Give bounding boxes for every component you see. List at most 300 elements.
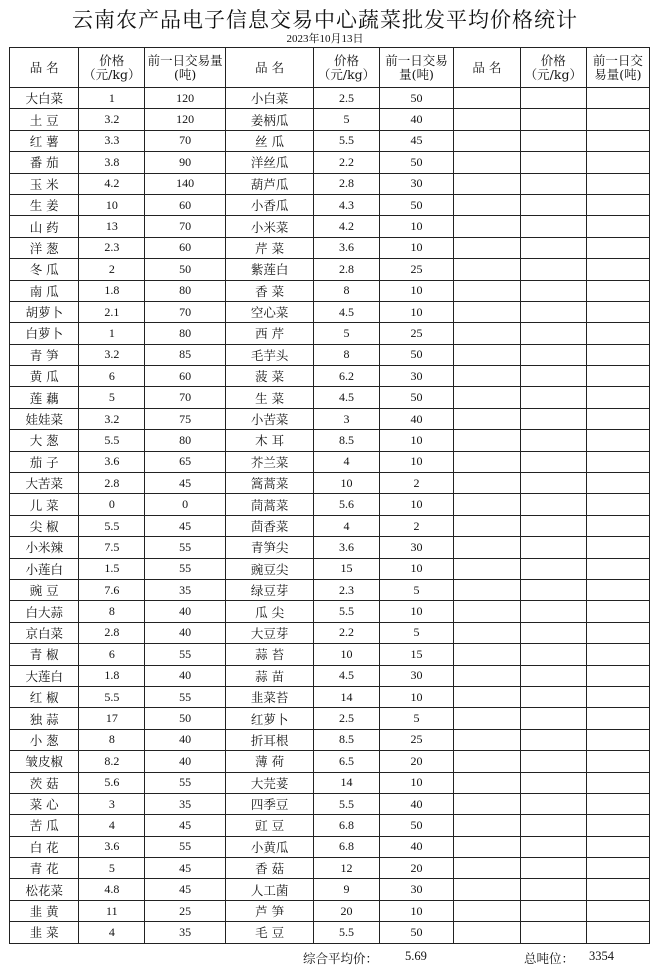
right-name-cell <box>453 216 520 237</box>
total-tonnage-label: 总吨位： <box>524 951 575 966</box>
right-name-cell <box>453 152 520 173</box>
right-name-cell <box>453 836 520 857</box>
table-row <box>10 280 650 301</box>
middle-price-cell: 10 <box>314 644 380 665</box>
middle-price-cell: 5.5 <box>314 922 380 943</box>
right-price-cell <box>520 772 586 793</box>
right-volume-cell <box>586 494 649 515</box>
right-volume-cell <box>586 644 649 665</box>
middle-price-cell: 15 <box>314 558 380 579</box>
middle-volume-cell: 25 <box>379 729 453 750</box>
right-price-cell <box>520 173 586 194</box>
left-name-cell: 尖 椒 <box>10 515 79 536</box>
right-name-cell <box>453 430 520 451</box>
middle-name-cell: 芹 菜 <box>226 237 314 258</box>
right-volume-cell <box>586 922 649 943</box>
middle-volume-cell: 2 <box>379 515 453 536</box>
right-price-cell <box>520 323 586 344</box>
table-row <box>10 515 650 536</box>
left-name-cell: 红 椒 <box>10 686 79 707</box>
right-volume-cell <box>586 900 649 921</box>
middle-price-cell: 12 <box>314 858 380 879</box>
right-name-cell <box>453 815 520 836</box>
table-row <box>10 451 650 472</box>
middle-price-cell: 2.2 <box>314 622 380 643</box>
left-volume-cell: 85 <box>145 344 226 365</box>
left-price-cell: 3.3 <box>79 130 145 151</box>
left-price-cell: 1.8 <box>79 280 145 301</box>
average-price-label: 综合平均价： <box>303 951 379 966</box>
table-row <box>10 922 650 943</box>
right-price-cell <box>520 451 586 472</box>
table-row <box>10 301 650 322</box>
table-row <box>10 793 650 814</box>
right-name-cell <box>453 387 520 408</box>
price-table <box>9 47 650 944</box>
right-name-cell <box>453 858 520 879</box>
left-price-cell: 3.2 <box>79 344 145 365</box>
middle-price-cell: 4.5 <box>314 387 380 408</box>
left-volume-cell: 40 <box>145 601 226 622</box>
left-name-cell: 韭 菜 <box>10 922 79 943</box>
right-price-cell <box>520 729 586 750</box>
left-name-cell: 小米辣 <box>10 537 79 558</box>
left-volume-cell: 70 <box>145 130 226 151</box>
right-name-cell <box>453 729 520 750</box>
middle-volume-cell: 30 <box>379 879 453 900</box>
left-volume-cell: 60 <box>145 366 226 387</box>
right-volume-cell <box>586 473 649 494</box>
table-row <box>10 259 650 280</box>
middle-price-cell: 6.2 <box>314 366 380 387</box>
table-row <box>10 109 650 130</box>
middle-name-cell: 青笋尖 <box>226 537 314 558</box>
left-name-cell: 玉 米 <box>10 173 79 194</box>
middle-name-cell: 大豆芽 <box>226 622 314 643</box>
right-price-cell <box>520 387 586 408</box>
middle-price-cell: 20 <box>314 900 380 921</box>
left-price-cell: 3 <box>79 793 145 814</box>
left-price-cell: 5 <box>79 387 145 408</box>
left-volume-cell: 45 <box>145 815 226 836</box>
middle-volume-cell: 40 <box>379 793 453 814</box>
right-name-cell <box>453 622 520 643</box>
table-row <box>10 772 650 793</box>
middle-name-cell: 韭菜苔 <box>226 686 314 707</box>
right-price-cell <box>520 237 586 258</box>
middle-name-cell: 绿豆芽 <box>226 579 314 600</box>
left-price-cell: 1.5 <box>79 558 145 579</box>
right-name-cell <box>453 558 520 579</box>
right-volume-cell <box>586 152 649 173</box>
table-row <box>10 323 650 344</box>
left-name-cell: 青 笋 <box>10 344 79 365</box>
right-volume-cell <box>586 387 649 408</box>
left-name-cell: 独 蒜 <box>10 708 79 729</box>
right-price-cell <box>520 130 586 151</box>
right-name-cell <box>453 88 520 109</box>
left-price-cell: 5.5 <box>79 430 145 451</box>
right-price-cell <box>520 708 586 729</box>
right-name-cell <box>453 259 520 280</box>
left-name-cell: 大苦菜 <box>10 473 79 494</box>
right-volume-cell <box>586 879 649 900</box>
right-name-cell <box>453 301 520 322</box>
left-name-cell: 京白菜 <box>10 622 79 643</box>
left-volume-cell: 25 <box>145 900 226 921</box>
middle-name-cell: 香 菜 <box>226 280 314 301</box>
table-row <box>10 194 650 215</box>
middle-volume-cell: 2 <box>379 473 453 494</box>
left-price-cell: 2.3 <box>79 237 145 258</box>
middle-volume-cell: 50 <box>379 194 453 215</box>
left-volume-cell: 70 <box>145 301 226 322</box>
left-name-cell: 松花菜 <box>10 879 79 900</box>
right-name-cell <box>453 751 520 772</box>
left-price-cell: 5 <box>79 858 145 879</box>
right-price-cell <box>520 622 586 643</box>
table-row <box>10 152 650 173</box>
right-name-cell <box>453 793 520 814</box>
middle-volume-cell: 10 <box>379 494 453 515</box>
left-name-cell: 皱皮椒 <box>10 751 79 772</box>
right-price-cell <box>520 558 586 579</box>
left-volume-cell: 80 <box>145 323 226 344</box>
right-price-cell <box>520 280 586 301</box>
middle-name-cell: 篙蒿菜 <box>226 473 314 494</box>
left-price-cell: 6 <box>79 644 145 665</box>
middle-volume-cell: 15 <box>379 644 453 665</box>
middle-name-cell: 豇 豆 <box>226 815 314 836</box>
right-name-cell <box>453 408 520 429</box>
left-name-cell: 白萝卜 <box>10 323 79 344</box>
middle-name-cell: 木 耳 <box>226 430 314 451</box>
right-volume-cell <box>586 109 649 130</box>
middle-price-cell: 3.6 <box>314 537 380 558</box>
left-name-cell: 苦 瓜 <box>10 815 79 836</box>
middle-name-cell: 人工菌 <box>226 879 314 900</box>
middle-name-cell: 小白菜 <box>226 88 314 109</box>
left-name-cell: 小莲白 <box>10 558 79 579</box>
right-volume-cell <box>586 537 649 558</box>
right-volume-cell <box>586 237 649 258</box>
middle-volume-cell: 50 <box>379 922 453 943</box>
right-name-cell <box>453 665 520 686</box>
middle-price-cell: 8.5 <box>314 729 380 750</box>
middle-volume-cell: 10 <box>379 216 453 237</box>
right-name-cell <box>453 280 520 301</box>
left-name-cell: 黄 瓜 <box>10 366 79 387</box>
right-volume-cell <box>586 772 649 793</box>
middle-name-cell: 毛芋头 <box>226 344 314 365</box>
right-volume-cell <box>586 366 649 387</box>
right-name-cell <box>453 537 520 558</box>
left-price-cell: 2.8 <box>79 473 145 494</box>
middle-price-cell: 4.2 <box>314 216 380 237</box>
header-volume-3: 前一日交易量(吨) <box>586 48 649 88</box>
left-price-cell: 8 <box>79 729 145 750</box>
left-volume-cell: 40 <box>145 729 226 750</box>
middle-volume-cell: 30 <box>379 366 453 387</box>
left-volume-cell: 45 <box>145 879 226 900</box>
middle-price-cell: 4.3 <box>314 194 380 215</box>
right-price-cell <box>520 109 586 130</box>
right-price-cell <box>520 665 586 686</box>
right-price-cell <box>520 836 586 857</box>
right-name-cell <box>453 473 520 494</box>
left-price-cell: 3.2 <box>79 109 145 130</box>
left-name-cell: 大 葱 <box>10 430 79 451</box>
table-header-row <box>10 48 650 88</box>
middle-name-cell: 折耳根 <box>226 729 314 750</box>
right-volume-cell <box>586 280 649 301</box>
middle-name-cell: 丝 瓜 <box>226 130 314 151</box>
right-volume-cell <box>586 430 649 451</box>
right-name-cell <box>453 900 520 921</box>
right-volume-cell <box>586 301 649 322</box>
middle-volume-cell: 10 <box>379 280 453 301</box>
right-name-cell <box>453 344 520 365</box>
middle-volume-cell: 30 <box>379 173 453 194</box>
middle-price-cell: 2.8 <box>314 173 380 194</box>
table-row <box>10 579 650 600</box>
right-price-cell <box>520 494 586 515</box>
right-name-cell <box>453 879 520 900</box>
middle-name-cell: 四季豆 <box>226 793 314 814</box>
left-volume-cell: 45 <box>145 473 226 494</box>
left-volume-cell: 45 <box>145 515 226 536</box>
table-row <box>10 686 650 707</box>
right-price-cell <box>520 579 586 600</box>
left-volume-cell: 70 <box>145 216 226 237</box>
middle-name-cell: 蒜 苗 <box>226 665 314 686</box>
right-name-cell <box>453 194 520 215</box>
middle-volume-cell: 50 <box>379 88 453 109</box>
right-price-cell <box>520 301 586 322</box>
left-volume-cell: 40 <box>145 665 226 686</box>
header-price-1: 价格（元/kg） <box>79 48 145 88</box>
left-price-cell: 7.6 <box>79 579 145 600</box>
left-volume-cell: 40 <box>145 751 226 772</box>
left-name-cell: 土 豆 <box>10 109 79 130</box>
left-name-cell: 豌 豆 <box>10 579 79 600</box>
left-price-cell: 5.6 <box>79 772 145 793</box>
middle-price-cell: 2.5 <box>314 88 380 109</box>
left-price-cell: 1 <box>79 323 145 344</box>
right-price-cell <box>520 644 586 665</box>
middle-price-cell: 4 <box>314 451 380 472</box>
middle-price-cell: 6.8 <box>314 836 380 857</box>
middle-name-cell: 香 菇 <box>226 858 314 879</box>
right-volume-cell <box>586 708 649 729</box>
right-volume-cell <box>586 858 649 879</box>
middle-volume-cell: 40 <box>379 836 453 857</box>
left-name-cell: 青 花 <box>10 858 79 879</box>
middle-volume-cell: 10 <box>379 558 453 579</box>
right-volume-cell <box>586 323 649 344</box>
left-price-cell: 1.8 <box>79 665 145 686</box>
middle-name-cell: 瓜 尖 <box>226 601 314 622</box>
left-name-cell: 南 瓜 <box>10 280 79 301</box>
page-title: 云南农产品电子信息交易中心蔬菜批发平均价格统计 <box>72 8 578 32</box>
middle-name-cell: 姜柄瓜 <box>226 109 314 130</box>
table-row <box>10 130 650 151</box>
right-price-cell <box>520 793 586 814</box>
left-price-cell: 4 <box>79 922 145 943</box>
middle-volume-cell: 50 <box>379 152 453 173</box>
middle-name-cell: 西 芹 <box>226 323 314 344</box>
table-row <box>10 88 650 109</box>
middle-price-cell: 14 <box>314 772 380 793</box>
header-name-3: 品 名 <box>453 48 520 88</box>
right-price-cell <box>520 366 586 387</box>
right-volume-cell <box>586 601 649 622</box>
middle-volume-cell: 10 <box>379 686 453 707</box>
left-volume-cell: 55 <box>145 686 226 707</box>
right-price-cell <box>520 858 586 879</box>
middle-price-cell: 5.5 <box>314 130 380 151</box>
left-price-cell: 3.2 <box>79 408 145 429</box>
middle-name-cell: 洋丝瓜 <box>226 152 314 173</box>
right-volume-cell <box>586 344 649 365</box>
average-price-value: 5.69 <box>405 949 427 963</box>
middle-name-cell: 葫芦瓜 <box>226 173 314 194</box>
middle-name-cell: 小苦菜 <box>226 408 314 429</box>
middle-name-cell: 芦 笋 <box>226 900 314 921</box>
right-name-cell <box>453 686 520 707</box>
table-row <box>10 836 650 857</box>
middle-name-cell: 红萝卜 <box>226 708 314 729</box>
right-name-cell <box>453 644 520 665</box>
middle-price-cell: 8.5 <box>314 430 380 451</box>
left-price-cell: 6 <box>79 366 145 387</box>
table-row <box>10 815 650 836</box>
left-price-cell: 17 <box>79 708 145 729</box>
left-price-cell: 7.5 <box>79 537 145 558</box>
left-price-cell: 3.6 <box>79 451 145 472</box>
left-name-cell: 生 姜 <box>10 194 79 215</box>
middle-volume-cell: 10 <box>379 451 453 472</box>
right-volume-cell <box>586 558 649 579</box>
middle-volume-cell: 10 <box>379 237 453 258</box>
left-price-cell: 3.6 <box>79 836 145 857</box>
left-volume-cell: 60 <box>145 194 226 215</box>
right-name-cell <box>453 494 520 515</box>
table-row <box>10 216 650 237</box>
left-price-cell: 4 <box>79 815 145 836</box>
middle-price-cell: 4 <box>314 515 380 536</box>
right-name-cell <box>453 237 520 258</box>
left-volume-cell: 55 <box>145 836 226 857</box>
middle-volume-cell: 10 <box>379 900 453 921</box>
table-row <box>10 729 650 750</box>
right-volume-cell <box>586 751 649 772</box>
left-volume-cell: 140 <box>145 173 226 194</box>
left-volume-cell: 60 <box>145 237 226 258</box>
middle-price-cell: 5.5 <box>314 601 380 622</box>
right-price-cell <box>520 900 586 921</box>
table-row <box>10 344 650 365</box>
table-row <box>10 858 650 879</box>
left-price-cell: 4.8 <box>79 879 145 900</box>
left-name-cell: 胡萝卜 <box>10 301 79 322</box>
middle-name-cell: 菠 菜 <box>226 366 314 387</box>
middle-price-cell: 2.5 <box>314 708 380 729</box>
left-price-cell: 13 <box>79 216 145 237</box>
left-price-cell: 0 <box>79 494 145 515</box>
middle-name-cell: 茼蒿菜 <box>226 494 314 515</box>
middle-volume-cell: 40 <box>379 408 453 429</box>
middle-price-cell: 10 <box>314 473 380 494</box>
left-name-cell: 大白菜 <box>10 88 79 109</box>
middle-price-cell: 14 <box>314 686 380 707</box>
left-volume-cell: 120 <box>145 88 226 109</box>
middle-price-cell: 4.5 <box>314 301 380 322</box>
right-name-cell <box>453 579 520 600</box>
middle-price-cell: 2.8 <box>314 259 380 280</box>
left-price-cell: 4.2 <box>79 173 145 194</box>
left-price-cell: 8.2 <box>79 751 145 772</box>
right-volume-cell <box>586 665 649 686</box>
right-price-cell <box>520 408 586 429</box>
right-volume-cell <box>586 729 649 750</box>
right-name-cell <box>453 109 520 130</box>
table-row <box>10 494 650 515</box>
middle-volume-cell: 10 <box>379 301 453 322</box>
middle-name-cell: 生 菜 <box>226 387 314 408</box>
right-price-cell <box>520 216 586 237</box>
table-row <box>10 900 650 921</box>
left-name-cell: 洋 葱 <box>10 237 79 258</box>
table-row <box>10 237 650 258</box>
right-price-cell <box>520 344 586 365</box>
table-row <box>10 430 650 451</box>
middle-volume-cell: 30 <box>379 537 453 558</box>
middle-price-cell: 8 <box>314 344 380 365</box>
left-name-cell: 茄 子 <box>10 451 79 472</box>
middle-price-cell: 6.5 <box>314 751 380 772</box>
table-row <box>10 473 650 494</box>
right-volume-cell <box>586 579 649 600</box>
right-volume-cell <box>586 194 649 215</box>
left-price-cell: 11 <box>79 900 145 921</box>
middle-volume-cell: 40 <box>379 109 453 130</box>
right-price-cell <box>520 473 586 494</box>
left-volume-cell: 55 <box>145 644 226 665</box>
left-price-cell: 2.1 <box>79 301 145 322</box>
right-price-cell <box>520 601 586 622</box>
total-tonnage-value: 3354 <box>589 949 614 963</box>
table-row <box>10 408 650 429</box>
right-volume-cell <box>586 408 649 429</box>
right-volume-cell <box>586 451 649 472</box>
middle-volume-cell: 50 <box>379 387 453 408</box>
left-name-cell: 冬 瓜 <box>10 259 79 280</box>
left-volume-cell: 70 <box>145 387 226 408</box>
right-price-cell <box>520 152 586 173</box>
middle-name-cell: 蒜 苔 <box>226 644 314 665</box>
middle-name-cell: 小香瓜 <box>226 194 314 215</box>
table-row <box>10 708 650 729</box>
middle-volume-cell: 20 <box>379 751 453 772</box>
right-name-cell <box>453 323 520 344</box>
right-price-cell <box>520 259 586 280</box>
left-name-cell: 白 花 <box>10 836 79 857</box>
header-volume-1: 前一日交易量(吨) <box>145 48 226 88</box>
right-volume-cell <box>586 130 649 151</box>
right-volume-cell <box>586 216 649 237</box>
left-price-cell: 5.5 <box>79 686 145 707</box>
